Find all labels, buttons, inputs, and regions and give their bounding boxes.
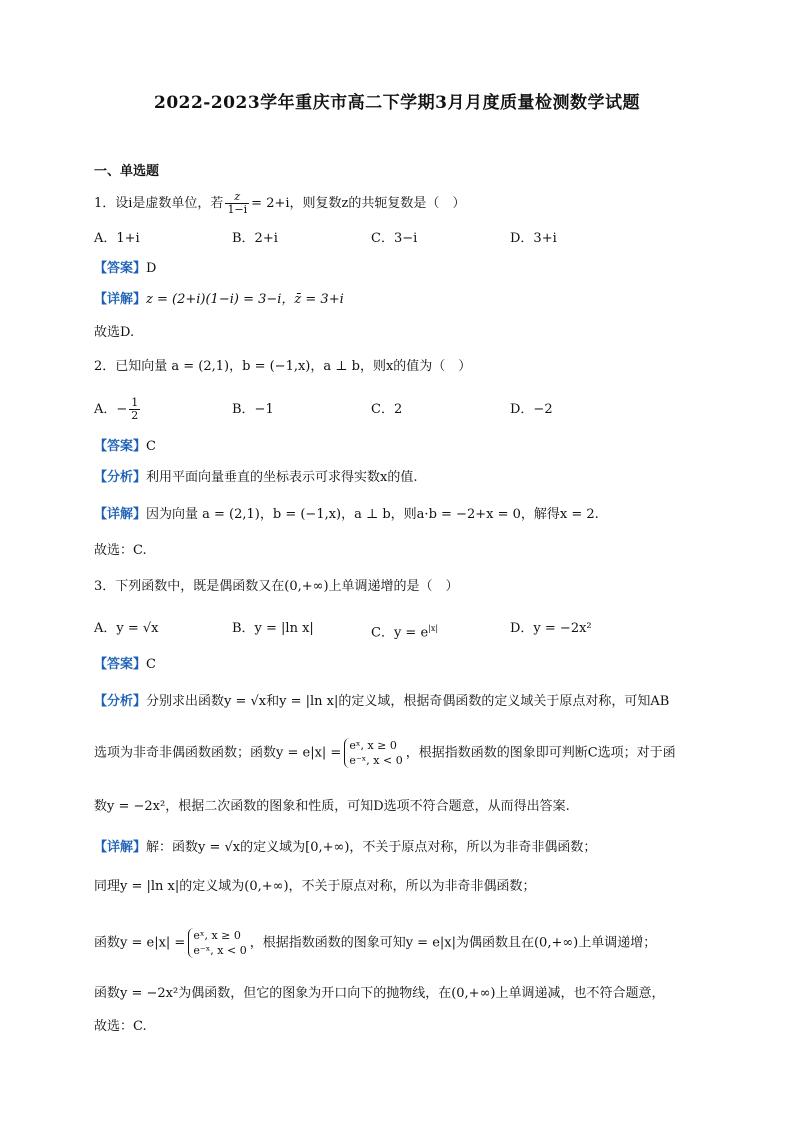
q3-analysis-line-3: 数y = −2x²，根据二次函数的图象和性质，可知D选项不符合题意，从而得出答案. <box>94 799 570 814</box>
detail-tag: 【详解】 <box>94 507 147 522</box>
section-heading: 一、单选题 <box>94 164 160 179</box>
page-title: 2022-2023学年重庆市高二下学期3月月度质量检测数学试题 <box>153 93 640 113</box>
q3-answer-value: C <box>146 657 156 672</box>
q1-stem-suffix: = 2+i，则复数z的共轭复数是（ ） <box>251 196 466 211</box>
q1-option-c: C．3−i <box>371 231 418 246</box>
piece-bottom: e⁻ˣ, x < 0 <box>193 944 247 957</box>
q1-conclusion: 故选D. <box>94 325 135 340</box>
detail-tag: 【详解】 <box>94 840 147 855</box>
q2-option-d: D．−2 <box>510 402 553 417</box>
q2-answer-value: C <box>146 439 156 454</box>
q3-detail-text-3a: 函数y = e|x| = <box>94 935 186 951</box>
q2-detail <box>94 505 599 525</box>
q3-detail-text-1: 解：函数y = √x的定义域为[0,+∞)，不关于原点对称，所以为非奇非偶函数； <box>146 840 597 855</box>
q2-stem: 2．已知向量 a = (2,1)，b = (−1,x)，a ⊥ b，则x的值为（ ） <box>94 359 472 374</box>
q3-detail-line-3 <box>94 928 656 958</box>
piece-top: eˣ, x ≥ 0 <box>193 929 241 942</box>
q3-option-c-text: C．y = e <box>371 625 429 641</box>
q3-option-c <box>371 619 438 643</box>
q3-detail-line-1 <box>94 838 596 858</box>
q1-answer-value: D <box>146 261 157 276</box>
answer-tag: 【答案】 <box>94 657 147 672</box>
q3-analysis-text-2b: ，根据指数函数的图象即可判断C选项；对于函 <box>405 745 676 761</box>
q2-option-a <box>94 397 142 422</box>
analysis-tag: 【分析】 <box>94 470 147 485</box>
q2-conclusion: 故选：C. <box>94 543 147 558</box>
q3-option-c-exponent: |x| <box>428 624 439 633</box>
q3-option-b: B．y = |ln x| <box>232 621 314 636</box>
q3-detail-text-3b: ，根据指数函数的图象可知y = e|x|为偶函数且在(0,+∞)上单调递增； <box>249 935 657 951</box>
q1-fraction-numerator: z <box>225 191 249 204</box>
q3-option-d: D．y = −2x² <box>510 621 592 636</box>
q3-option-a: A．y = √x <box>94 621 159 636</box>
q2-option-a-denominator: 2 <box>131 409 139 422</box>
piece-top: eˣ, x ≥ 0 <box>349 739 397 752</box>
q3-detail-line-2: 同理y = |ln x|的定义域为(0,+∞)，不关于原点对称，所以为非奇非偶函数； <box>94 879 536 894</box>
q1-fraction <box>225 191 249 216</box>
q2-analysis-text: 利用平面向量垂直的坐标表示可求得实数x的值. <box>146 470 418 485</box>
q3-analysis-line-2 <box>94 738 676 768</box>
q3-analysis-piecewise <box>344 738 402 768</box>
q3-conclusion: 故选：C. <box>94 1019 147 1034</box>
q1-answer <box>94 259 156 279</box>
q3-detail-line-4: 函数y = −2x²为偶函数，但它的图象为开口向下的抛物线，在(0,+∞)上单调递减，也不符合题意， <box>94 986 665 1001</box>
q2-answer <box>94 437 156 457</box>
q1-option-b: B．2+i <box>232 231 278 246</box>
q2-analysis <box>94 468 417 488</box>
q1-detail-text: z = (2+i)(1−i) = 3−i，z̄ = 3+i <box>146 292 344 307</box>
q1-stem-prefix: 1．设i是虚数单位，若 <box>94 196 224 211</box>
q3-analysis-text-2a: 选项为非奇非偶函数函数；函数y = e|x| = <box>94 745 342 761</box>
q3-analysis-text-1: 分别求出函数y = √x和y = |ln x|的定义域，根据奇偶函数的定义域关于原点对称，可知AB <box>146 694 670 709</box>
q1-stem <box>94 191 465 216</box>
q2-option-a-prefix: A．− <box>94 402 128 417</box>
answer-tag: 【答案】 <box>94 439 147 454</box>
analysis-tag: 【分析】 <box>94 694 147 709</box>
q2-option-c: C．2 <box>371 402 403 417</box>
q1-detail <box>94 290 344 310</box>
q3-detail-piecewise <box>188 928 246 958</box>
detail-tag: 【详解】 <box>94 292 147 307</box>
q2-option-a-numerator: 1 <box>131 396 139 409</box>
q2-option-b: B．−1 <box>232 402 274 417</box>
answer-tag: 【答案】 <box>94 261 147 276</box>
q3-analysis-line-1 <box>94 692 669 712</box>
q3-answer <box>94 655 156 675</box>
q2-option-a-fraction <box>129 397 140 422</box>
q2-detail-text: 因为向量 a = (2,1)，b = (−1,x)，a ⊥ b，则a·b = −2+x = 0，解得x = 2. <box>146 507 599 522</box>
q1-option-a: A．1+i <box>94 231 140 246</box>
q1-option-d: D．3+i <box>510 231 557 246</box>
q3-stem: 3．下列函数中，既是偶函数又在(0,+∞)上单调递增的是（ ） <box>94 579 459 594</box>
piece-bottom: e⁻ˣ, x < 0 <box>349 754 403 767</box>
q1-fraction-denominator: 1−i <box>227 203 248 216</box>
